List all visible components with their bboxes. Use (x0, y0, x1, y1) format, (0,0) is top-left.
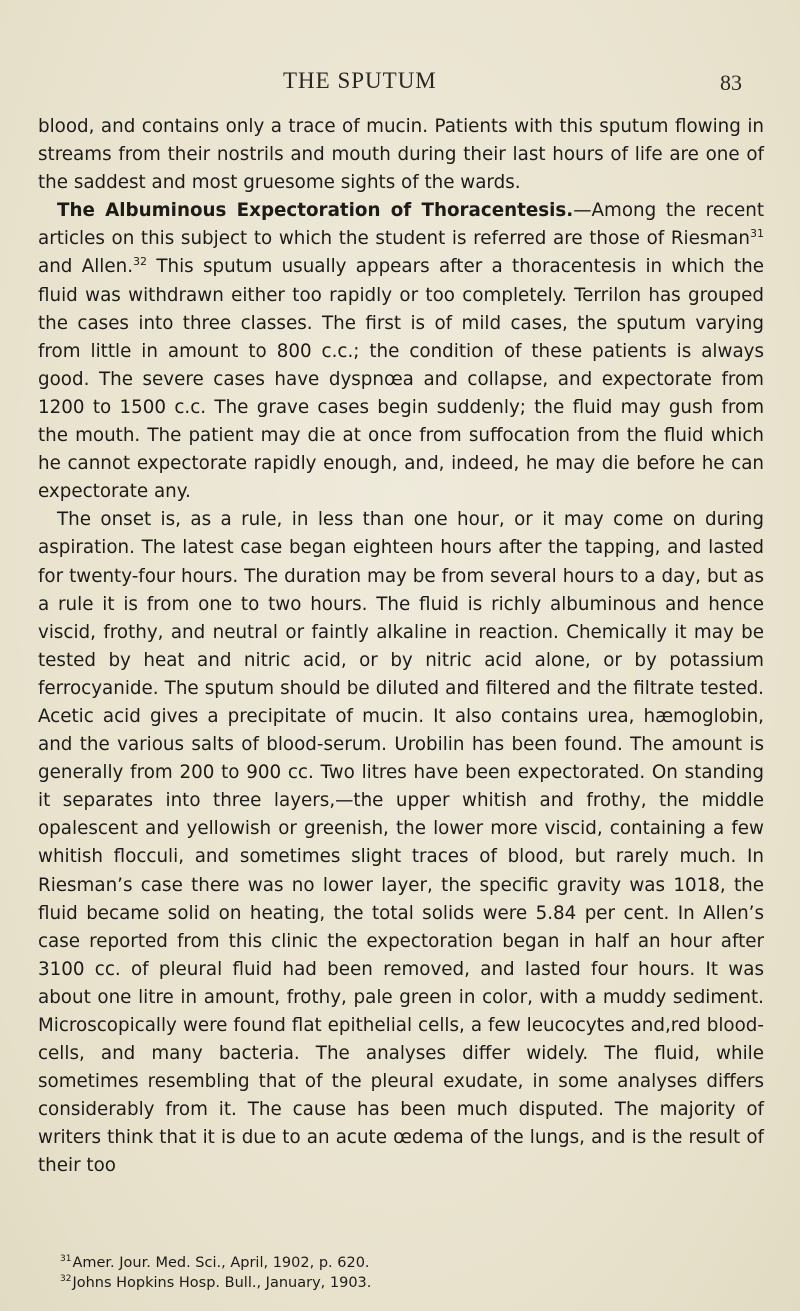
paragraph-albuminous-expectoration (38, 197, 764, 506)
footnote-reference: 32 (133, 255, 148, 269)
footnote (60, 1253, 760, 1273)
paragraph-text: blood, and contains only a trace of mucin. Patients with this sputum flowing in streams from their nostrils and mouth during their last hours of life are one of the saddest and most gruesome sights of the wards. (38, 116, 764, 194)
footnote-text: Amer. Jour. Med. Sci., April, 1902, p. 620. (72, 1255, 370, 1271)
page-header (0, 68, 800, 98)
footnotes (60, 1253, 760, 1293)
section-heading: The Albuminous Expectoration of Thoracentesis. (57, 200, 574, 222)
paragraph-text: and Allen. (38, 256, 134, 278)
footnote-text: Johns Hopkins Hosp. Bull., January, 1903. (72, 1275, 372, 1291)
running-head: THE SPUTUM (283, 68, 437, 93)
body-text (38, 113, 764, 1181)
paragraph-onset (38, 506, 764, 1180)
footnote-marker: 32 (60, 1274, 72, 1285)
footnote-reference: 31 (750, 227, 764, 241)
paragraph-continued (38, 113, 764, 197)
footnote (60, 1273, 760, 1293)
footnote-marker: 31 (60, 1254, 72, 1265)
page-number: 83 (720, 70, 742, 95)
paragraph-text: This sputum usually appears after a thoracentesis in which the fluid was withdrawn either too rapidly or too completely. Terrilon has grouped the cases into three classes. The first is of mild cases, the sputum varying from little in amount to 800 c.c.; the condition of these patients is always good. The severe cases have dyspnœa and collapse, and expectorate from 1200 to 1500 c.c. The grave cases begin suddenly; the fluid may gush from the mouth. The patient may die at once from suffocation from the fluid which he cannot expectorate rapidly enough, and, indeed, he may die before he can expectorate any. (38, 256, 764, 503)
paragraph-text: —Among the recent articles on this subject to which the student is referred are those of Riesman (38, 200, 764, 250)
paragraph-text: The onset is, as a rule, in less than one hour, or it may come on during aspiration. The latest case began eighteen hours after the tapping, and lasted for twenty-four hours. The duration may be from several hours to a day, but as a rule it is from one to two hours. The fluid is richly albuminous and hence viscid, frothy, and neutral or faintly alkaline in reaction. Chemically it may be tested by heat and nitric acid, or by nitric acid alone, or by potassium ferrocyanide. The sputum should be diluted and filtered and the filtrate tested. Acetic acid gives a precipitate of mucin. It also contains urea, hæmoglobin, and the various salts of blood-serum. Urobilin has been found. The amount is generally from 200 to 900 cc. Two litres have been expectorated. On standing it separates into three layers,—the upper whitish and frothy, the middle opalescent and yellowish or greenish, the lower more viscid, containing a few whitish flocculi, and sometimes slight traces of blood, but rarely much. In Riesman’s case there was no lower layer, the specific gravity was 1018, the fluid became solid on heating, the total solids were 5.84 per cent. In Allen’s case reported from this clinic the expectoration began in half an hour after 3100 cc. of pleural fluid had been removed, and lasted four hours. It was about one litre in amount, frothy, pale green in color, with a muddy sediment. Microscopically were found flat epithelial cells, a few leucocytes and,red blood-cells, and many bacteria. The analyses differ widely. The fluid, while sometimes resembling that of the pleural exudate, in some analyses differs considerably from it. The cause has been much disputed. The majority of writers think that it is due to an acute œdema of the lungs, and is the result of their too (38, 509, 764, 1177)
